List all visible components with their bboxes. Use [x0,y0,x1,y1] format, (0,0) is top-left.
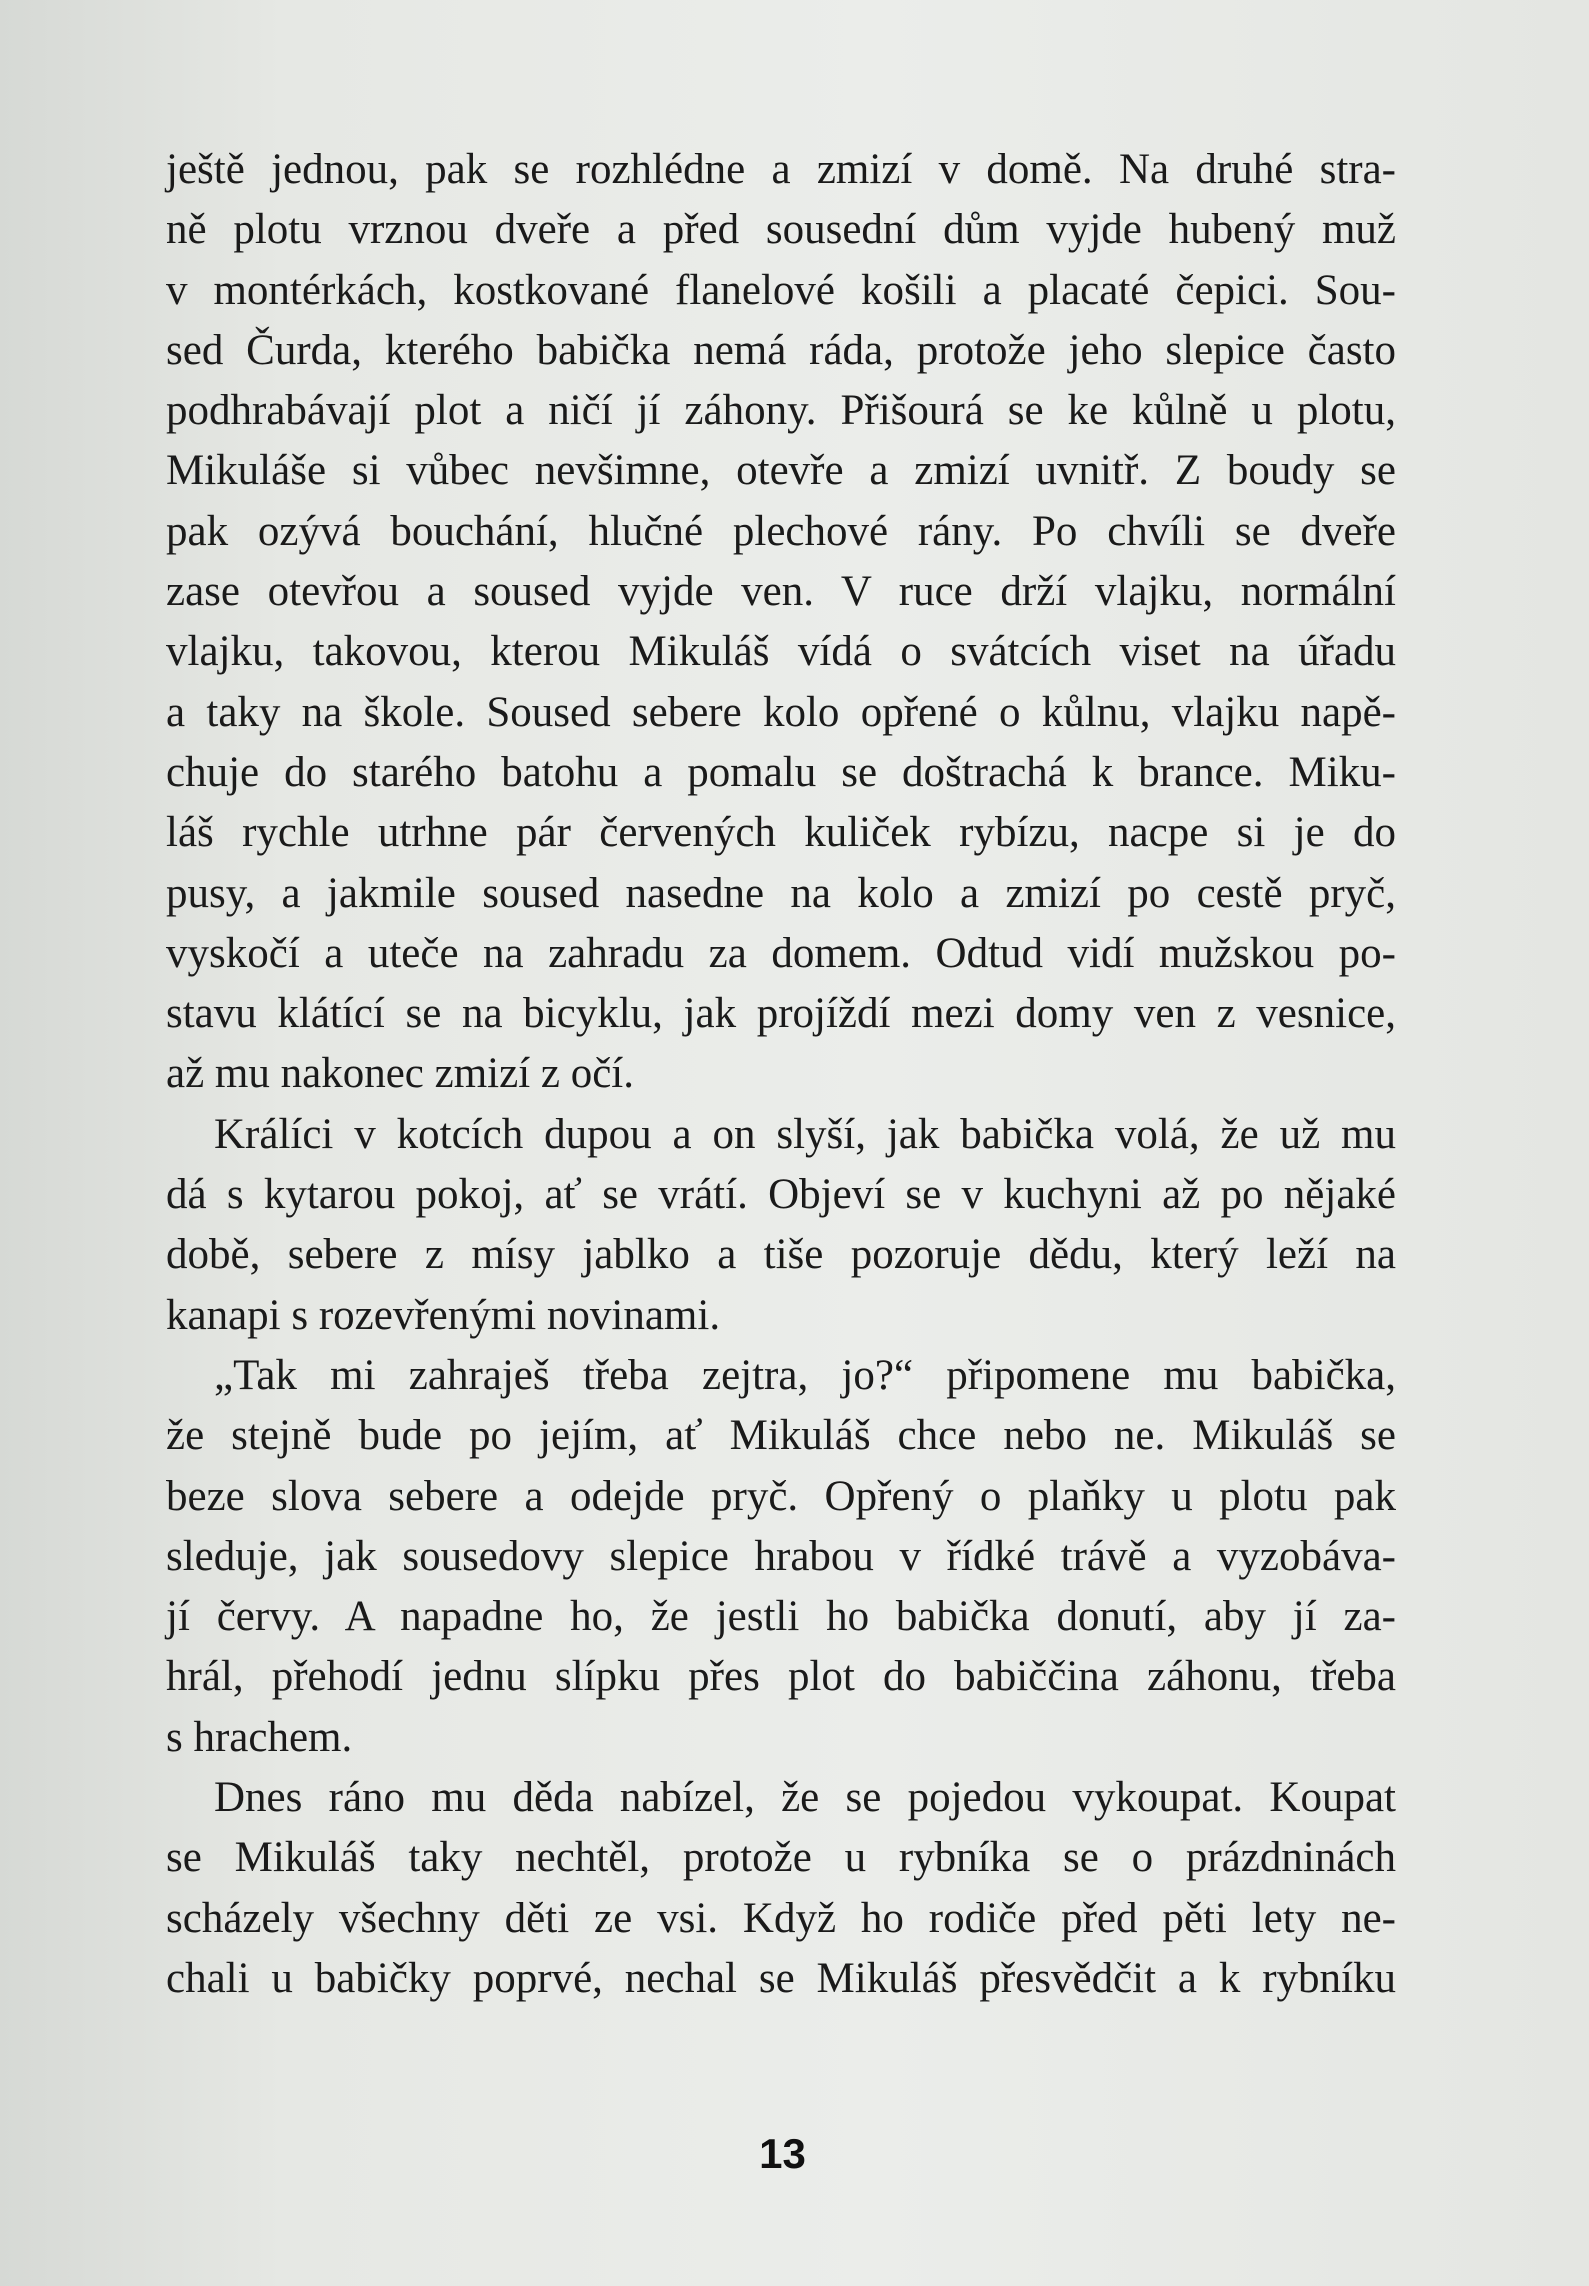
text-line: a taky na škole. Soused sebere kolo opřené o kůlnu, vlajku napě- [166,688,1396,736]
page-number: 13 [759,2130,806,2177]
text-line: době, sebere z mísy jablko a tiše pozoruje dědu, který leží na [166,1231,1396,1279]
text-line: kanapi s rozevřenými novinami. [166,1291,721,1339]
text-line: se Mikuláš taky nechtěl, protože u rybníka se o prázdninách [166,1834,1396,1882]
text-line: „Tak mi zahraješ třeba zejtra, jo?“ připomene mu babička, [214,1351,1396,1399]
text-line: dá s kytarou pokoj, ať se vrátí. Objeví se v kuchyni až po nějaké [166,1171,1396,1219]
text-line: ně plotu vrznou dveře a před sousední dům vyjde hubený muž [166,206,1396,254]
text-line: sed Čurda, kterého babička nemá ráda, protože jeho slepice často [166,326,1396,374]
text-line: podhrabávají plot a ničí jí záhony. Přišourá se ke kůlně u plotu, [166,387,1396,435]
text-line: zase otevřou a soused vyjde ven. V ruce drží vlajku, normální [166,568,1396,616]
text-line: Dnes ráno mu děda nabízel, že se pojedou vykoupat. Koupat [214,1774,1396,1822]
text-line: hrál, přehodí jednu slípku přes plot do babiččina záhonu, třeba [166,1653,1396,1701]
text-line: pak ozývá bouchání, hlučné plechové rány. Po chvíli se dveře [166,507,1396,555]
text-line: Mikuláše si vůbec nevšimne, otevře a zmizí uvnitř. Z boudy se [166,447,1396,495]
text-line: vyskočí a uteče na zahradu za domem. Odtud vidí mužskou po- [166,929,1396,977]
text-line: láš rychle utrhne pár červených kuliček rybízu, nacpe si je do [166,809,1396,857]
body-text [166,140,1396,2009]
text-line: beze slova sebere a odejde pryč. Opřený o plaňky u plotu pak [166,1472,1396,1520]
paragraph [166,1346,1396,1768]
text-line: až mu nakonec zmizí z očí. [166,1050,635,1098]
text-line: že stejně bude po jejím, ať Mikuláš chce nebo ne. Mikuláš se [166,1412,1396,1460]
text-line: pusy, a jakmile soused nasedne na kolo a zmizí po cestě pryč, [166,869,1396,917]
text-line: sleduje, jak sousedovy slepice hrabou v řídké trávě a vyzobáva- [166,1532,1396,1580]
paragraph [166,1768,1396,2009]
text-line: vlajku, takovou, kterou Mikuláš vídá o svátcích viset na úřadu [166,628,1396,676]
text-line: jí červy. A napadne ho, že jestli ho babička donutí, aby jí za- [166,1593,1396,1641]
text-line: v montérkách, kostkované flanelové košili a placaté čepici. Sou- [166,266,1396,314]
paragraph [166,140,1396,1105]
text-line: ještě jednou, pak se rozhlédne a zmizí v domě. Na druhé stra- [166,146,1396,193]
text-line: Králíci v kotcích dupou a on slyší, jak babička volá, že už mu [214,1110,1396,1158]
text-line: s hrachem. [166,1713,353,1761]
text-line: chuje do starého batohu a pomalu se doštrachá k brance. Miku- [166,748,1396,796]
text-line: chali u babičky poprvé, nechal se Mikuláš přesvědčit a k rybníku [166,1954,1396,2002]
text-line: scházely všechny děti ze vsi. Když ho rodiče před pěti lety ne- [166,1894,1396,1942]
text-line: stavu klátící se na bicyklu, jak projíždí mezi domy ven z vesnice, [166,990,1396,1038]
paragraph [166,1105,1396,1346]
